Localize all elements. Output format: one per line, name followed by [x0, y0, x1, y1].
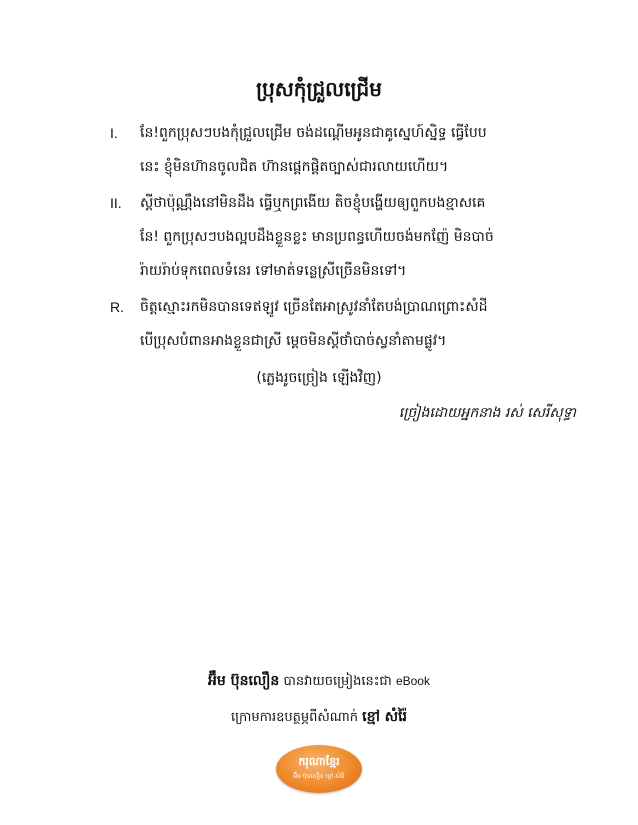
verse-line: បើប្រុសបំពានអាងខ្លួនជាស្រី ម្ដេចមិនស្ដីថាំបាច់ស្វនាំតាមផ្លូវ។: [140, 333, 447, 349]
refrain: [110, 290, 590, 358]
verse-2: [110, 186, 590, 288]
verse-number: II.: [110, 195, 122, 211]
publisher-logo-icon: [276, 745, 362, 793]
verse-line: នែ! ពួកប្រុសៗបងល្អបដឹងខ្លួនខ្លះ មានប្រពន្ធហើយចង់មកញ៉ែ មិនបាច់: [140, 229, 494, 245]
verse-line: ចិត្តស្មោះរកមិនបានទេឥឡូវ ច្រើនតែអាស្រូវនាំតែបង់ប្រាណព្រោះសំដី: [140, 299, 488, 315]
verse-number: I.: [110, 125, 118, 141]
sponsor-name: ខ្មៅ សំរ៉ៃ: [362, 709, 408, 725]
verse-line: ស្ដីថាប៉ុណ្ណឹងនៅមិនដឹង ធ្វើឬកព្រងើយ តិចខ្ញុំបង្ហើយឲ្យពួកបងខ្មាសគេ: [140, 195, 486, 211]
logo-sub-text: អ៊ឹម ប៊ុនលឿន ខ្មៅ សំរ៉ៃ: [293, 773, 345, 780]
verse-number: R.: [110, 299, 124, 315]
verse-line: រ៉ាយរ៉ាប់ទុកពេលទំនេរ ទៅមាត់ទន្លេស្រីច្រើនមិនទៅ។: [140, 263, 407, 279]
ebook-label: eBook: [395, 674, 430, 688]
singer-credit: ច្រៀងដោយអ្នកនាង រស់ សេរីសុទ្ធា: [398, 405, 576, 421]
verse-line: នេះ ខ្ញុំមិនហ៊ានចូលជិត ហ៊ានផ្តេកផ្តិតច្បាស់ជារលាយហើយ។: [140, 159, 449, 175]
typist-name: អ៊ឹម ប៊ុនលឿន: [208, 673, 280, 689]
typist-credit: [0, 668, 638, 695]
logo-main-text: ករុណាខ្មែរ: [298, 755, 340, 768]
sponsor-credit: [0, 704, 638, 731]
sponsor-text: ក្រោមការឧបត្ថម្ភពីសំណាក់: [230, 710, 358, 725]
song-title: ប្រុសកុំជ្រួលជ្រើម: [256, 77, 382, 101]
verse-line: នែ!ពួកប្រុសៗបងកុំជ្រួលជ្រើម ចង់ដណ្តើមអូនជាគូស្នេហ៍ស្និទ្ធ ធ្វើបែប: [140, 125, 487, 141]
music-note: (ភ្លេងរូចច្រៀង ឡើងវិញ): [256, 370, 382, 386]
typist-text: បានវាយចម្រៀងនេះជា: [283, 674, 392, 689]
verse-1: [110, 116, 590, 184]
